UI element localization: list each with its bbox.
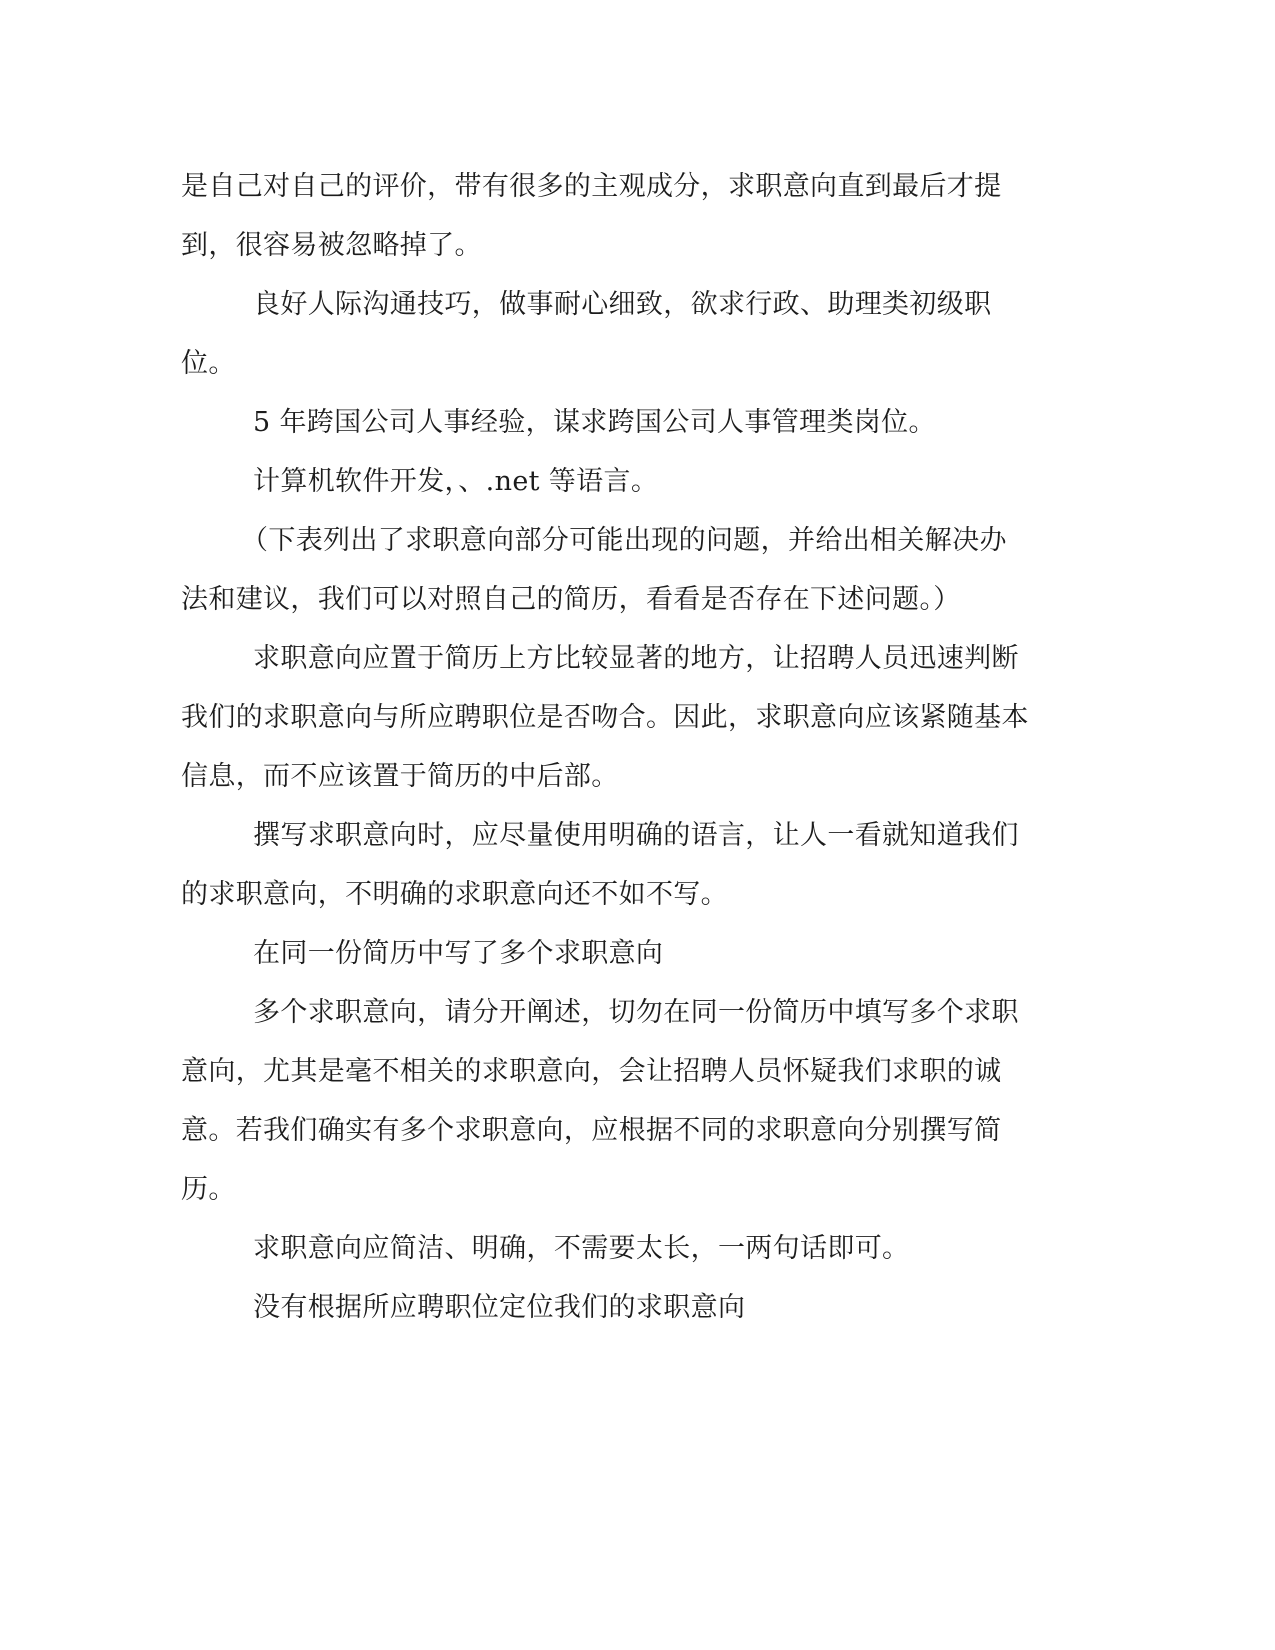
paragraph-7: 撰写求职意向时，应尽量使用明确的语言，让人一看就知道我们的求职意向，不明确的求职意向还不如不写。 xyxy=(181,820,1019,910)
paragraph-10: 求职意向应简洁、明确，不需要太长，一两句话即可。 xyxy=(253,1233,910,1264)
paragraph-2: 良好人际沟通技巧，做事耐心细致，欲求行政、助理类初级职位。 xyxy=(181,289,992,379)
paragraph-1: 是自己对自己的评价，带有很多的主观成分，求职意向直到最后才提到，很容易被忽略掉了。 xyxy=(181,171,1002,261)
paragraph-11: 没有根据所应聘职位定位我们的求职意向 xyxy=(253,1292,746,1323)
paragraph-8: 在同一份简历中写了多个求职意向 xyxy=(253,938,664,969)
paragraph-3: 5 年跨国公司人事经验，谋求跨国公司人事管理类岗位。 xyxy=(253,407,936,438)
paragraph-4: 计算机软件开发，、.net 等语言。 xyxy=(253,466,659,497)
document-body xyxy=(181,157,1031,1337)
paragraph-5: （下表列出了求职意向部分可能出现的问题，并给出相关解决办法和建议，我们可以对照自己的简历，看看是否存在下述问题。） xyxy=(181,525,1007,615)
paragraph-9: 多个求职意向，请分开阐述，切勿在同一份简历中填写多个求职意向，尤其是毫不相关的求职意向，会让招聘人员怀疑我们求职的诚意。若我们确实有多个求职意向，应根据不同的求职意向分别撰写简历。 xyxy=(181,997,1019,1205)
paragraph-6: 求职意向应置于简历上方比较显著的地方，让招聘人员迅速判断我们的求职意向与所应聘职位是否吻合。因此，求职意向应该紧随基本信息，而不应该置于简历的中后部。 xyxy=(181,643,1029,792)
